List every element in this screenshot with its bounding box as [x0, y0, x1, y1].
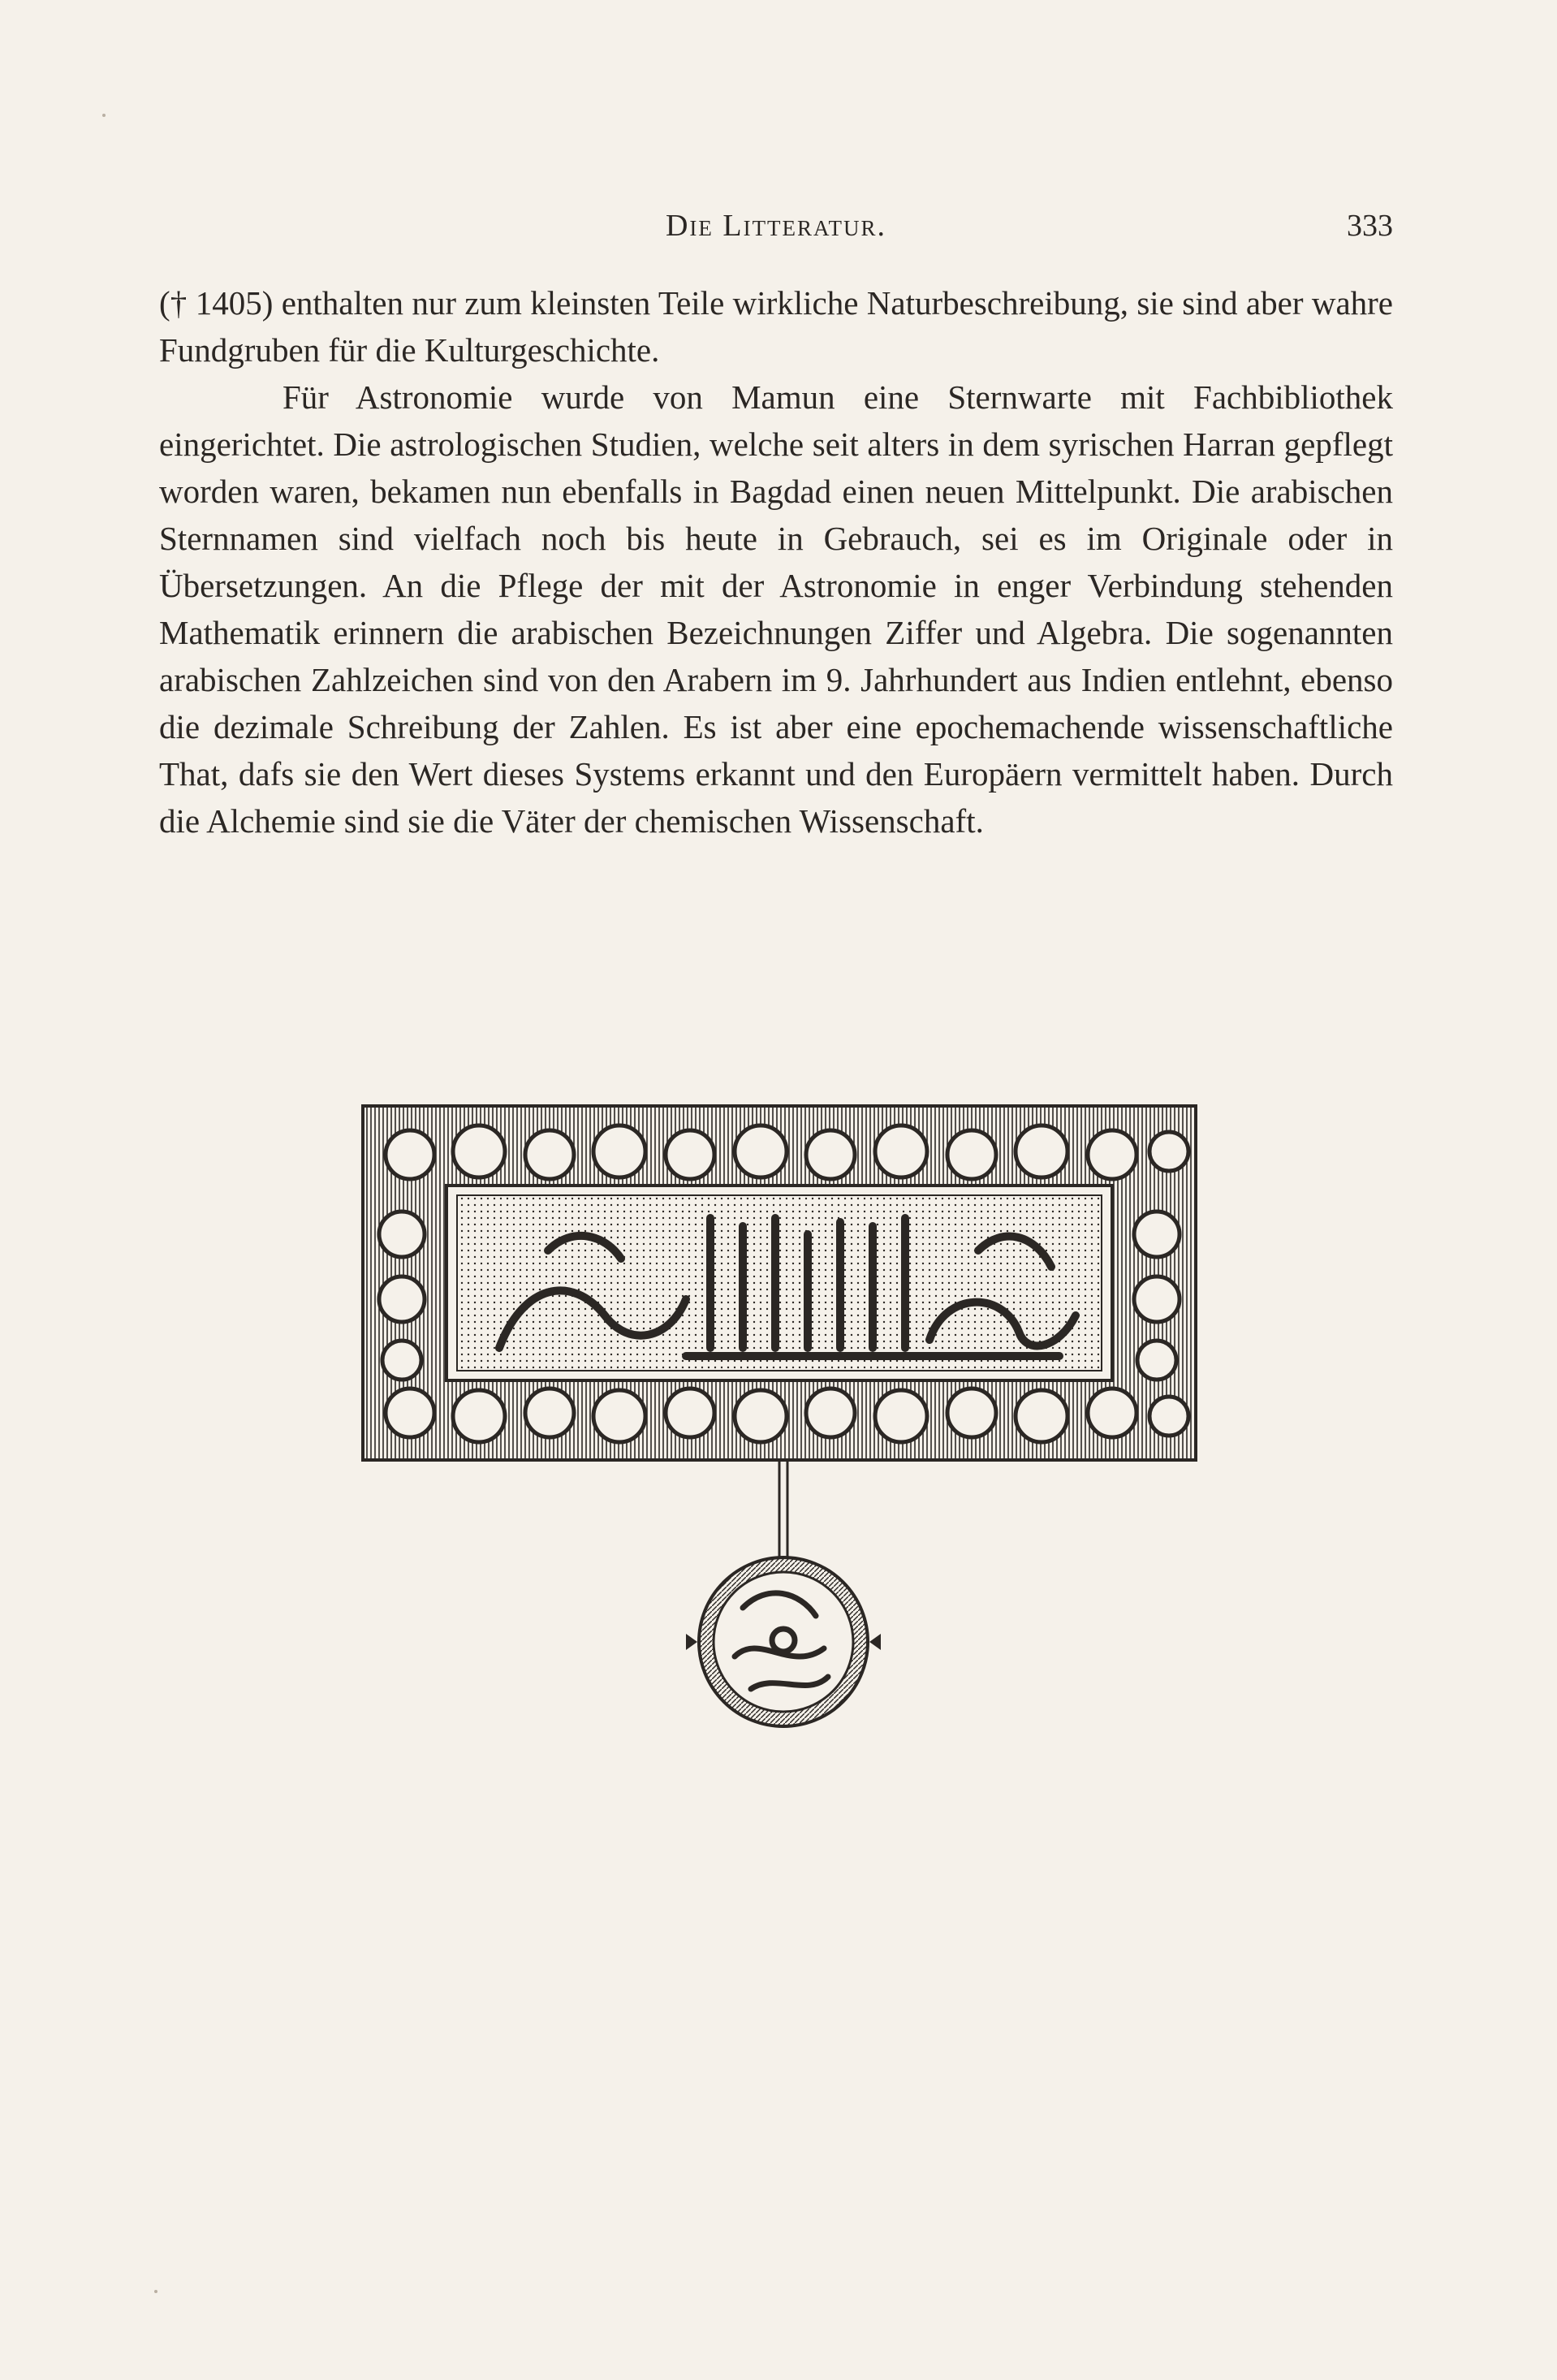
running-title: Die Litteratur.: [665, 209, 887, 243]
paragraph-2: Für Astronomie wurde von Mamun eine Sternwarte mit Fachbibliothek eingerichtet. Die astrologischen Studien, welche seit alters in dem syrischen Harran gepflegt worden waren, bekamen nun ebenfalls in Bagdad einen neuen Mittelpunkt. Die arabischen Sternnamen sind vielfach noch bis heute in Gebrauch, sei es im Originale oder in Übersetzungen. An die Pflege der mit der Astronomie in enger Verbindung stehenden Mathematik erinnern die arabischen Bezeichnungen Ziffer und Algebra. Die sogenannten arabischen Zahlzeichen sind von den Arabern im 9. Jahrhundert aus Indien entlehnt, ebenso die dezimale Schreibung der Zahlen. Es ist aber eine epochemachende wissenschaftliche That, dafs sie den Wert dieses Systems erkannt und den Europäern vermittelt haben. Durch die Alchemie sind sie die Väter der chemischen Wissenschaft.: [159, 378, 1393, 840]
paper-speck: [154, 2290, 157, 2293]
body-text: [159, 279, 1393, 844]
paper-speck: [102, 114, 106, 117]
page-number: 333: [1347, 209, 1393, 243]
paragraph-1: († 1405) enthalten nur zum kleinsten Teile wirkliche Naturbeschreibung, sie sind aber wahre Fundgruben für die Kulturgeschichte.: [159, 284, 1393, 369]
arabic-calligraphy-ornament-icon: [361, 1104, 1197, 1730]
running-head: [159, 201, 1393, 250]
